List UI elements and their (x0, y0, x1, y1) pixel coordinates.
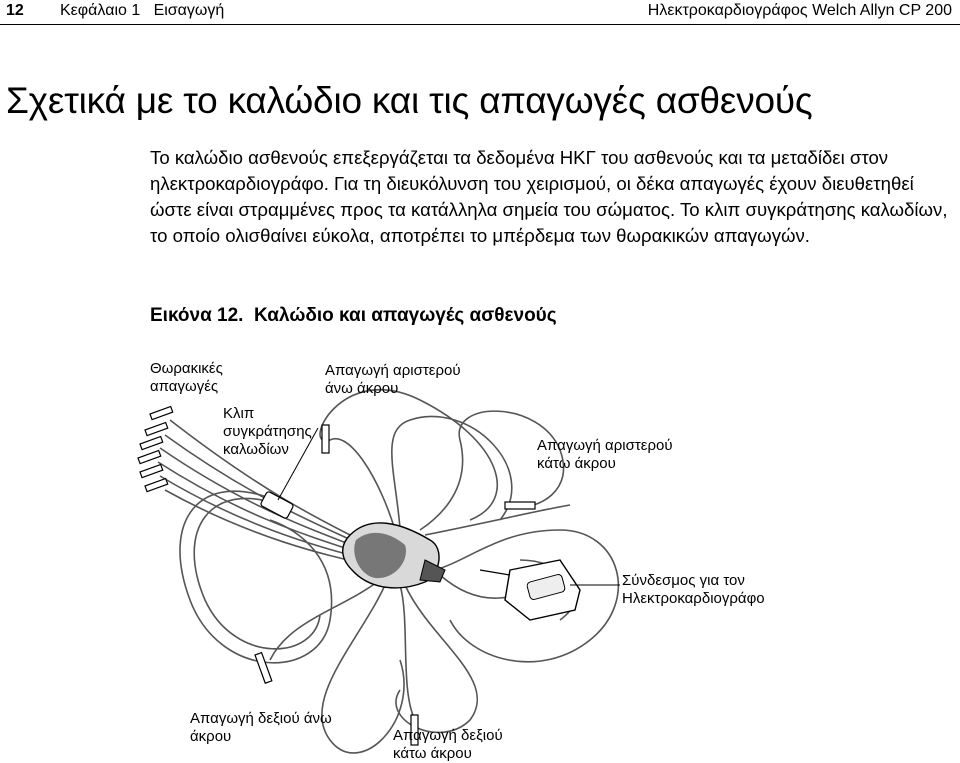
label-right-arm-lead: Απαγωγή δεξιού άνω άκρου (190, 710, 332, 745)
label-left-leg-lead: Απαγωγή αριστερού κάτω άκρου (537, 437, 673, 472)
label-chest-leads: Θωρακικές απαγωγές (150, 360, 223, 395)
chest-lead-pin-5 (140, 464, 163, 477)
right-arm-lead (322, 585, 404, 753)
left-arm-pin (322, 425, 329, 453)
label-cable-clip: Κλιπ συγκράτησης καλωδίων (223, 405, 312, 458)
right-arm-pin (255, 653, 272, 684)
left-arm-lead (392, 416, 512, 528)
chest-lead-pin-3 (140, 436, 163, 449)
cable-housing (343, 523, 445, 588)
chest-lead-pin-4 (138, 450, 161, 463)
section-title: Σχετικά με το καλώδιο και τις απαγωγές ασθενούς (6, 80, 813, 121)
device-connector (480, 560, 580, 620)
chest-lead-pin-1 (150, 406, 173, 419)
label-right-leg-lead: Απαγωγή δεξιού κάτω άκρου (393, 727, 503, 762)
chest-lead-pin-6 (145, 478, 168, 491)
chest-lead-pin-2 (145, 422, 168, 435)
left-leg-pin (505, 502, 535, 509)
cable-illustration (0, 340, 960, 763)
header-rule (0, 24, 960, 25)
chapter-title: Κεφάλαιο 1 Εισαγωγή (60, 2, 225, 19)
chest-lead-cable (158, 462, 366, 555)
right-leg-lead (396, 585, 477, 732)
label-left-arm-lead: Απαγωγή αριστερού άνω άκρου (325, 362, 461, 397)
running-header (0, 0, 960, 24)
book-title: Ηλεκτροκαρδιογράφος Welch Allyn CP 200 (647, 2, 952, 19)
page-number: 12 (6, 2, 24, 19)
left-arm-lead (320, 390, 497, 530)
body-paragraph: Το καλώδιο ασθενούς επεξεργάζεται τα δεδομένα ΗΚΓ του ασθενούς και τα μεταδίδει στον ηλεκτροκαρδιογράφο. Για τη διευκόλυνση του χειρισμού, οι δέκα απαγωγές έχουν διευθετηθεί ώστε είναι στραμμένες προς τα κατάλληλα σημεία του σώματος. Το κλιπ συγκράτησης καλωδίων, το οποίο ολισθαίνει εύκολα, αποτρέπει το μπέρδεμα των θωρακικών απαγωγών. (150, 147, 948, 246)
figure-caption: Εικόνα 12. Καλώδιο και απαγωγές ασθενούς (150, 305, 557, 326)
label-connector: Σύνδεσμος για τον Ηλεκτροκαρδιογράφο (622, 572, 765, 607)
